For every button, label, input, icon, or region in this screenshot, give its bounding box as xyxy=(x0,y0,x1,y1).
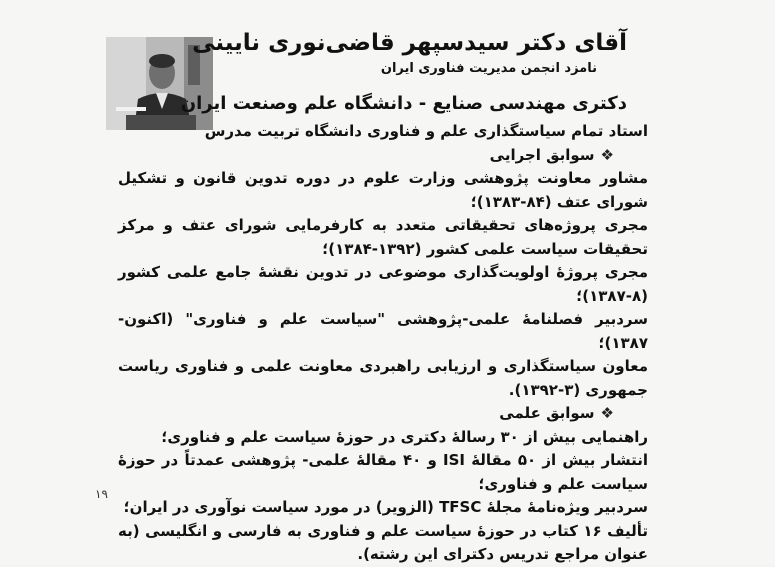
executive-item: مجری پروژهٔ اولویت‌گذاری موضوعی در تدوین نقشهٔ جامع علمی کشور (۸-۱۳۸۷)؛ xyxy=(118,263,648,305)
academic-heading-label: سوابق علمی xyxy=(499,404,595,422)
diamond-bullet-icon: ❖ xyxy=(600,404,614,422)
academic-item: تألیف ۱۶ کتاب در حوزهٔ سیاست علم و فناوری به فارسی و انگلیسی (به عنوان مراجع تدریس دکترای این رشته). xyxy=(118,521,649,563)
executive-item: سردبیر فصلنامهٔ علمی-پژوهشی "سیاست علم و فناوری" (اکنون- ۱۳۸۷)؛ xyxy=(118,310,648,352)
page-subtitle: نامزد انجمن مدیریت فناوری ایران xyxy=(380,61,597,76)
diamond-bullet-icon: ❖ xyxy=(600,145,614,164)
executive-item: مجری پروژه‌های تحقیقاتی متعدد به کارفرمایی شورای عتف و مرکز تحقیقات سیاست علمی کشور (۱۳۹۲-۱۳۸۴)؛ xyxy=(118,216,648,258)
executive-heading-label: سوابق اجرایی xyxy=(489,145,595,164)
executive-heading xyxy=(118,144,648,168)
intro-line: استاد تمام سیاستگذاری علم و فناوری دانشگاه تربیت مدرس xyxy=(204,122,648,140)
page-number: ۱۹ xyxy=(95,487,108,501)
degree-line: دکتری مهندسی صنایع - دانشگاه علم وصنعت ایران xyxy=(180,93,627,114)
academic-item: انتشار بیش از ۵۰ مقالهٔ ISI و ۴۰ مقالهٔ علمی- پژوهشی عمدتاً در حوزهٔ سیاست علم و فناوری؛ xyxy=(118,451,648,493)
biography-text xyxy=(118,120,648,567)
executive-item: معاون سیاستگذاری و ارزیابی راهبردی معاونت علمی و فناوری ریاست جمهوری (۳-۱۳۹۲). xyxy=(118,357,648,399)
page-title: آقای دکتر سیدسپهر قاضی‌نوری نایینی xyxy=(192,30,627,56)
academic-item: سردبیر ویژه‌نامهٔ مجلهٔ TFSC (الزویر) در مورد سیاست نوآوری در ایران؛ xyxy=(123,498,648,516)
academic-heading xyxy=(118,402,648,426)
executive-item: مشاور معاونت پژوهشی وزارت علوم در دوره تدوین قانون و تشکیل شورای عتف (۸۴-۱۳۸۳)؛ xyxy=(118,169,648,211)
academic-item: راهنمایی بیش از ۳۰ رسالهٔ دکتری در حوزهٔ سیاست علم و فناوری؛ xyxy=(161,427,648,446)
